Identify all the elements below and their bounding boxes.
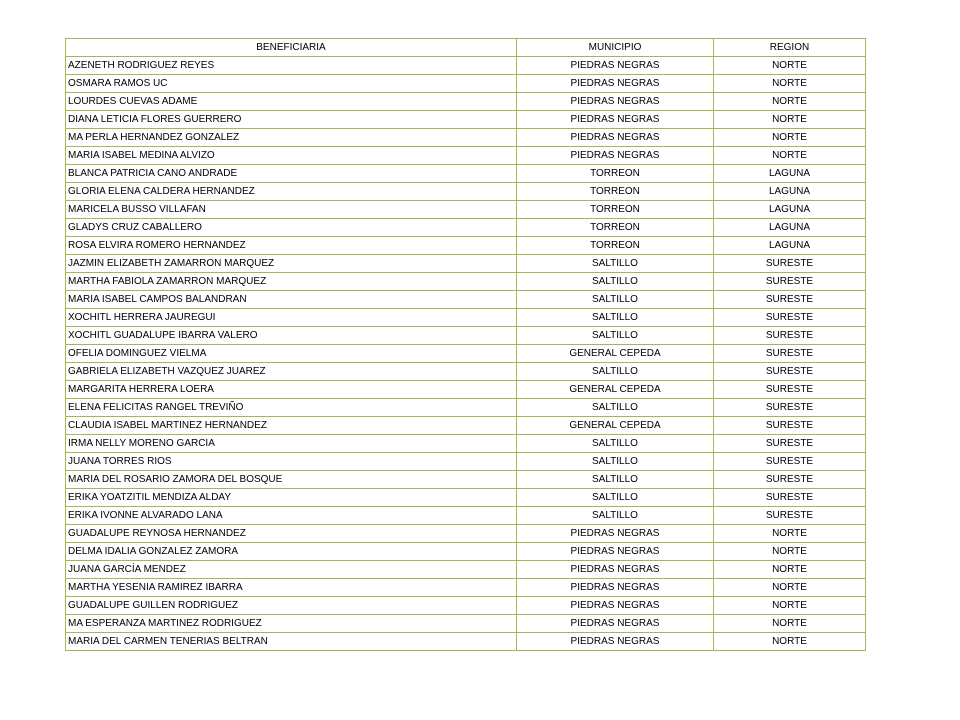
cell-municipio: SALTILLO xyxy=(517,399,714,417)
cell-region: SURESTE xyxy=(714,291,866,309)
cell-municipio: TORREON xyxy=(517,183,714,201)
cell-region: LAGUNA xyxy=(714,165,866,183)
table-row xyxy=(66,579,866,597)
cell-region: SURESTE xyxy=(714,255,866,273)
beneficiaries-table xyxy=(65,38,866,651)
cell-region: SURESTE xyxy=(714,381,866,399)
table-row xyxy=(66,597,866,615)
cell-municipio: PIEDRAS NEGRAS xyxy=(517,93,714,111)
cell-municipio: GENERAL CEPEDA xyxy=(517,417,714,435)
cell-municipio: PIEDRAS NEGRAS xyxy=(517,147,714,165)
cell-municipio: PIEDRAS NEGRAS xyxy=(517,633,714,651)
cell-municipio: TORREON xyxy=(517,201,714,219)
cell-municipio: TORREON xyxy=(517,165,714,183)
cell-municipio: PIEDRAS NEGRAS xyxy=(517,57,714,75)
cell-beneficiaria: LOURDES CUEVAS ADAME xyxy=(66,93,517,111)
cell-region: NORTE xyxy=(714,579,866,597)
cell-municipio: SALTILLO xyxy=(517,273,714,291)
cell-beneficiaria: MA ESPERANZA MARTINEZ RODRIGUEZ xyxy=(66,615,517,633)
cell-municipio: PIEDRAS NEGRAS xyxy=(517,129,714,147)
table-row xyxy=(66,273,866,291)
cell-beneficiaria: CLAUDIA ISABEL MARTINEZ HERNANDEZ xyxy=(66,417,517,435)
cell-beneficiaria: OSMARA RAMOS UC xyxy=(66,75,517,93)
cell-beneficiaria: GABRIELA ELIZABETH VAZQUEZ JUAREZ xyxy=(66,363,517,381)
cell-municipio: SALTILLO xyxy=(517,471,714,489)
cell-municipio: SALTILLO xyxy=(517,507,714,525)
cell-region: LAGUNA xyxy=(714,219,866,237)
cell-region: SURESTE xyxy=(714,417,866,435)
cell-region: NORTE xyxy=(714,57,866,75)
table-row xyxy=(66,615,866,633)
cell-region: LAGUNA xyxy=(714,237,866,255)
cell-beneficiaria: ROSA ELVIRA ROMERO HERNANDEZ xyxy=(66,237,517,255)
cell-region: SURESTE xyxy=(714,273,866,291)
cell-beneficiaria: MARTHA FABIOLA ZAMARRON MARQUEZ xyxy=(66,273,517,291)
cell-beneficiaria: GUADALUPE REYNOSA HERNANDEZ xyxy=(66,525,517,543)
cell-region: SURESTE xyxy=(714,471,866,489)
table-row xyxy=(66,327,866,345)
cell-municipio: TORREON xyxy=(517,237,714,255)
cell-region: NORTE xyxy=(714,111,866,129)
cell-municipio: SALTILLO xyxy=(517,489,714,507)
cell-region: NORTE xyxy=(714,633,866,651)
cell-region: SURESTE xyxy=(714,435,866,453)
cell-municipio: PIEDRAS NEGRAS xyxy=(517,543,714,561)
table-row xyxy=(66,165,866,183)
table-row xyxy=(66,381,866,399)
table-row xyxy=(66,399,866,417)
cell-beneficiaria: MARTHA YESENIA RAMIREZ IBARRA xyxy=(66,579,517,597)
table-row xyxy=(66,93,866,111)
cell-beneficiaria: MARIA DEL CARMEN TENERIAS BELTRAN xyxy=(66,633,517,651)
cell-municipio: PIEDRAS NEGRAS xyxy=(517,597,714,615)
table-row xyxy=(66,237,866,255)
cell-region: LAGUNA xyxy=(714,201,866,219)
cell-municipio: SALTILLO xyxy=(517,291,714,309)
cell-municipio: PIEDRAS NEGRAS xyxy=(517,615,714,633)
cell-beneficiaria: JUANA GARCÍA MENDEZ xyxy=(66,561,517,579)
cell-region: SURESTE xyxy=(714,507,866,525)
cell-municipio: SALTILLO xyxy=(517,363,714,381)
cell-region: NORTE xyxy=(714,525,866,543)
cell-municipio: GENERAL CEPEDA xyxy=(517,345,714,363)
table-row xyxy=(66,633,866,651)
header-beneficiaria: BENEFICIARIA xyxy=(66,39,517,57)
cell-beneficiaria: XOCHITL HERRERA JAUREGUI xyxy=(66,309,517,327)
cell-municipio: SALTILLO xyxy=(517,435,714,453)
cell-beneficiaria: GLORIA ELENA CALDERA HERNANDEZ xyxy=(66,183,517,201)
cell-region: NORTE xyxy=(714,75,866,93)
cell-beneficiaria: MA PERLA HERNANDEZ GONZALEZ xyxy=(66,129,517,147)
cell-beneficiaria: ELENA FELICITAS RANGEL TREVIÑO xyxy=(66,399,517,417)
cell-beneficiaria: ERIKA YOATZITIL MENDIZA ALDAY xyxy=(66,489,517,507)
table-row xyxy=(66,435,866,453)
cell-beneficiaria: IRMA NELLY MORENO GARCIA xyxy=(66,435,517,453)
table-row xyxy=(66,489,866,507)
cell-beneficiaria: MARICELA BUSSO VILLAFAN xyxy=(66,201,517,219)
cell-beneficiaria: MARIA ISABEL CAMPOS BALANDRAN xyxy=(66,291,517,309)
cell-beneficiaria: OFELIA DOMINGUEZ VIELMA xyxy=(66,345,517,363)
table-row xyxy=(66,219,866,237)
cell-region: NORTE xyxy=(714,561,866,579)
table-row xyxy=(66,111,866,129)
cell-beneficiaria: AZENETH RODRIGUEZ REYES xyxy=(66,57,517,75)
table-row xyxy=(66,561,866,579)
cell-region: SURESTE xyxy=(714,309,866,327)
cell-region: NORTE xyxy=(714,147,866,165)
header-municipio: MUNICIPIO xyxy=(517,39,714,57)
table-row xyxy=(66,309,866,327)
cell-beneficiaria: JAZMIN ELIZABETH ZAMARRON MARQUEZ xyxy=(66,255,517,273)
cell-beneficiaria: MARIA ISABEL MEDINA ALVIZO xyxy=(66,147,517,165)
cell-region: LAGUNA xyxy=(714,183,866,201)
cell-municipio: PIEDRAS NEGRAS xyxy=(517,561,714,579)
table-row xyxy=(66,525,866,543)
cell-municipio: GENERAL CEPEDA xyxy=(517,381,714,399)
cell-region: SURESTE xyxy=(714,345,866,363)
cell-municipio: SALTILLO xyxy=(517,453,714,471)
cell-municipio: TORREON xyxy=(517,219,714,237)
cell-municipio: PIEDRAS NEGRAS xyxy=(517,579,714,597)
cell-region: NORTE xyxy=(714,93,866,111)
cell-municipio: PIEDRAS NEGRAS xyxy=(517,525,714,543)
cell-region: SURESTE xyxy=(714,489,866,507)
table-row xyxy=(66,57,866,75)
table-row xyxy=(66,471,866,489)
cell-beneficiaria: BLANCA PATRICIA CANO ANDRADE xyxy=(66,165,517,183)
cell-region: SURESTE xyxy=(714,399,866,417)
cell-beneficiaria: MARIA DEL ROSARIO ZAMORA DEL BOSQUE xyxy=(66,471,517,489)
cell-beneficiaria: GLADYS CRUZ CABALLERO xyxy=(66,219,517,237)
table-body xyxy=(66,57,866,651)
cell-beneficiaria: DELMA IDALIA GONZALEZ ZAMORA xyxy=(66,543,517,561)
table-header-row xyxy=(66,39,866,57)
cell-municipio: SALTILLO xyxy=(517,255,714,273)
table-row xyxy=(66,453,866,471)
cell-beneficiaria: JUANA TORRES RIOS xyxy=(66,453,517,471)
cell-municipio: PIEDRAS NEGRAS xyxy=(517,75,714,93)
table-row xyxy=(66,129,866,147)
cell-region: NORTE xyxy=(714,129,866,147)
cell-region: NORTE xyxy=(714,543,866,561)
table-row xyxy=(66,183,866,201)
cell-municipio: PIEDRAS NEGRAS xyxy=(517,111,714,129)
cell-beneficiaria: ERIKA IVONNE ALVARADO LANA xyxy=(66,507,517,525)
cell-region: SURESTE xyxy=(714,453,866,471)
table-row xyxy=(66,255,866,273)
cell-region: SURESTE xyxy=(714,327,866,345)
table-row xyxy=(66,345,866,363)
table-row xyxy=(66,147,866,165)
cell-beneficiaria: GUADALUPE GUILLEN RODRIGUEZ xyxy=(66,597,517,615)
table-row xyxy=(66,507,866,525)
table-row xyxy=(66,363,866,381)
cell-region: NORTE xyxy=(714,615,866,633)
cell-beneficiaria: MARGARITA HERRERA LOERA xyxy=(66,381,517,399)
header-region: REGION xyxy=(714,39,866,57)
cell-municipio: SALTILLO xyxy=(517,309,714,327)
table-row xyxy=(66,291,866,309)
cell-region: SURESTE xyxy=(714,363,866,381)
table-row xyxy=(66,201,866,219)
cell-municipio: SALTILLO xyxy=(517,327,714,345)
cell-beneficiaria: DIANA LETICIA FLORES GUERRERO xyxy=(66,111,517,129)
table-row xyxy=(66,543,866,561)
cell-region: NORTE xyxy=(714,597,866,615)
cell-beneficiaria: XOCHITL GUADALUPE IBARRA VALERO xyxy=(66,327,517,345)
table-row xyxy=(66,417,866,435)
table-row xyxy=(66,75,866,93)
